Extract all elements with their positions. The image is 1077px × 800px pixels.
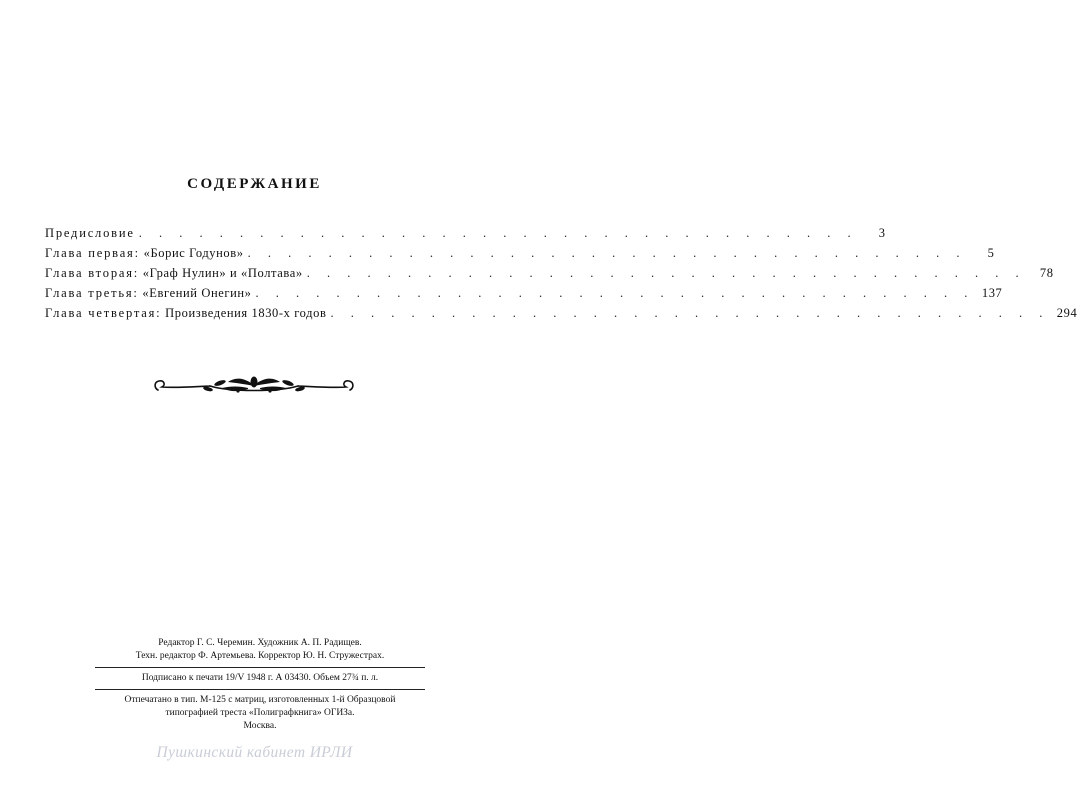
- toc-entry-label: [45, 286, 252, 301]
- colophon-signed-line: Подписано к печати 19/V 1948 г. А 03430. Объем 27¾ п. л.: [141, 673, 379, 683]
- toc-leader-dots: . . . . . . . . . . . . . . . . . . . . . . . . . . . . . . . . . . . .: [138, 226, 858, 240]
- table-of-contents: [45, 226, 1077, 326]
- page-title: СОДЕРЖАНИЕ: [187, 176, 322, 192]
- toc-entry: [45, 266, 1054, 286]
- divider: [95, 667, 425, 668]
- toc-entry-page: 137: [981, 286, 1003, 300]
- colophon-editors-line: Редактор Г. С. Черемин. Художник А. П. Радищев.: [158, 638, 362, 648]
- toc-entry-label: [45, 266, 303, 281]
- toc-leader-dots: . . . . . . . . . . . . . . . . . . . . . . . . . . . . . . . . . . . .: [255, 286, 975, 300]
- toc-entry-subtitle: Произведения 1830-х годов: [165, 306, 327, 320]
- floral-ornament-icon: [150, 372, 358, 398]
- toc-entry-page: 3: [878, 226, 886, 240]
- divider: [95, 689, 425, 690]
- toc-entry: [45, 246, 995, 266]
- colophon-editors-line: Техн. редактор Ф. Артемьева. Корректор Ю. Н. Стружестрах.: [135, 651, 385, 661]
- toc-entry: [45, 286, 1003, 306]
- toc-entry-subtitle: «Евгений Онегин»: [142, 286, 252, 300]
- colophon: [95, 637, 425, 733]
- toc-entry-subtitle: «Граф Нулин» и «Полтава»: [142, 266, 303, 280]
- toc-entry-heading: Глава первая:: [45, 246, 140, 260]
- toc-leader-dots: . . . . . . . . . . . . . . . . . . . . . . . . . . . . . . . . . . . .: [306, 266, 1026, 280]
- toc-entry-label: [45, 306, 326, 321]
- toc-leader-dots: . . . . . . . . . . . . . . . . . . . . . . . . . . . . . . . . . . . .: [247, 246, 967, 260]
- toc-entry-heading: Глава четвертая:: [45, 306, 162, 320]
- colophon-printed-line: типографией треста «Полиграфкнига» ОГИЗа.: [165, 708, 355, 718]
- toc-entry-heading: Глава вторая:: [45, 266, 140, 280]
- toc-entry-label: [45, 226, 135, 241]
- toc-entry-page: 78: [1039, 266, 1054, 280]
- toc-entry-page: 5: [987, 246, 995, 260]
- toc-entry: [45, 226, 886, 246]
- library-watermark: Пушкинский кабинет ИРЛИ: [156, 744, 353, 761]
- toc-leader-dots: . . . . . . . . . . . . . . . . . . . . . . . . . . . . . . . . . . . .: [330, 306, 1050, 320]
- toc-entry: [45, 306, 1077, 326]
- toc-entry-label: [45, 246, 244, 261]
- toc-entry-subtitle: «Борис Годунов»: [143, 246, 244, 260]
- colophon-printed-line: Москва.: [243, 721, 277, 731]
- toc-entry-heading: Глава третья:: [45, 286, 139, 300]
- toc-entry-heading: Предисловие: [45, 226, 135, 240]
- colophon-printed-line: Отпечатано в тип. М-125 с матриц, изготовленных 1-й Образцовой: [124, 695, 396, 705]
- toc-entry-page: 294: [1056, 306, 1077, 320]
